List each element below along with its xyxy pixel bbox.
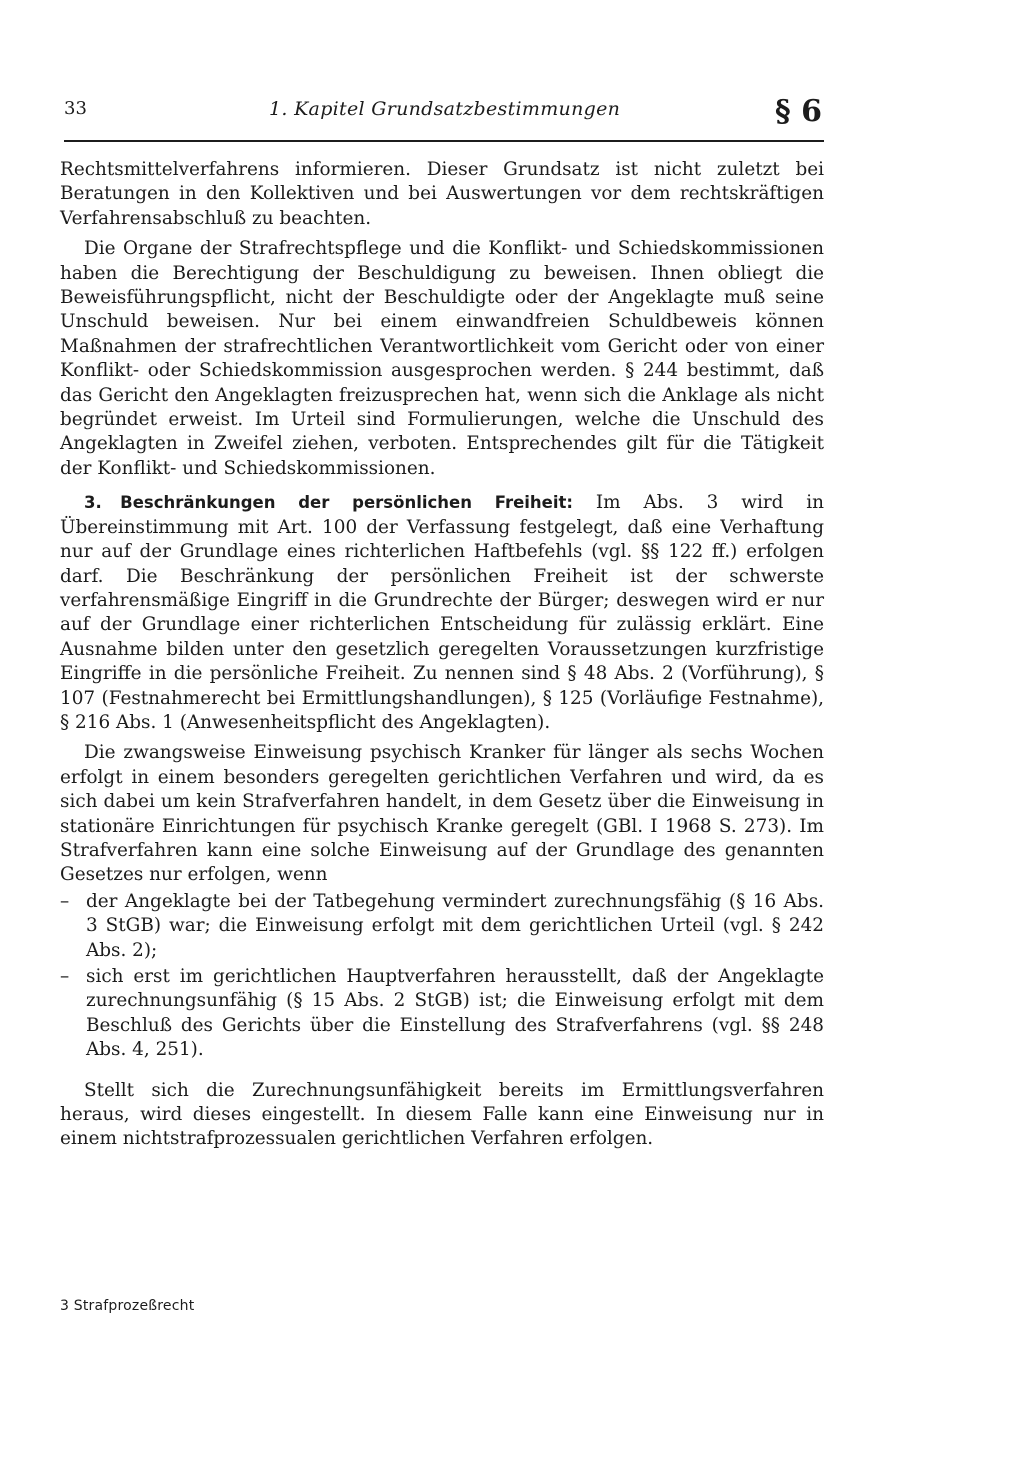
running-header (64, 92, 824, 142)
dash-bullet: – (60, 890, 70, 912)
paragraph-closing: Stellt sich die Zurechnungsunfähigkeit bereits im Ermittlungsverfahren heraus, wird dieses eingestellt. In diesem Falle kann eine Einweisung nur in einem nichtstrafprozessualen gerichtlichen Verfahren erfolgen. (60, 1079, 824, 1150)
condition-list (60, 890, 824, 1063)
section-text: Im Abs. 3 wird in Übereinstimmung mit Art. 100 der Verfassung festgelegt, daß eine Verhaftung nur auf der Grundlage eines richterlichen Haftbefehls (vgl. §§ 122 ff.) erfolgen darf. Die Beschränkung der persönlichen Freiheit ist der schwerste verfahrensmäßige Eingriff in die Grundrechte der Bürger; deswegen wird er nur auf der Grundlage einer richterlichen Entscheidung für zulässig erklärt. Eine Ausnahme bilden unter den gesetzlich geregelten Voraussetzungen kurzfristige Eingriffe in die persönliche Freiheit. Zu nennen sind § 48 Abs. 2 (Vorführung), § 107 (Festnahmerecht bei Ermittlungshandlungen), § 125 (Vorläufige Festnahme), § 216 Abs. 1 (Anwesenheitspflicht des Angeklagten). (60, 492, 824, 733)
page-body (60, 158, 824, 1152)
dash-bullet: – (60, 966, 70, 987)
paragraph-continuation: Rechtsmittelverfahrens informieren. Dieser Grundsatz ist nicht zuletzt bei Beratungen in den Kollektiven und bei Auswertungen vor dem rechtskräftigen Verfahrensabschluß zu beachten. (60, 159, 824, 229)
section-mark: § 6 (774, 94, 822, 129)
page-number: 33 (64, 98, 87, 119)
section-number: 3. (84, 493, 102, 513)
list-item (60, 890, 824, 963)
paragraph-committal: Die zwangsweise Einweisung psychisch Kranker für länger als sechs Wochen erfolgt in einem besonders geregelten gerichtlichen Verfahren und wird, da es sich dabei um kein Strafverfahren handelt, in dem Gesetz über die Einweisung in stationäre Einrichtungen für psychisch Kranke geregelt (GBl. I 1968 S. 273). Im Strafverfahren kann eine solche Einweisung auf der Grundlage des genannten Gesetzes nur erfolgen, wenn (60, 742, 824, 886)
paragraph-section-3 (60, 491, 824, 735)
list-item-text: sich erst im gerichtlichen Hauptverfahren herausstellt, daß der Angeklagte zurechnungsunfähig (§ 15 Abs. 2 StGB) ist; die Einweisung erfolgt mit dem Beschluß des Gerichts über die Einstellung des Strafverfahrens (vgl. §§ 248 Abs. 4, 251). (86, 966, 824, 1061)
list-item-text: der Angeklagte bei der Tatbegehung vermindert zurechnungsfähig (§ 16 Abs. 3 StGB) war; die Einweisung erfolgt mit dem gerichtlichen Urteil (vgl. § 242 Abs. 2); (86, 890, 824, 961)
list-item (60, 965, 824, 1063)
chapter-title: 1. Kapitel Grundsatzbestimmungen (269, 98, 621, 120)
paragraph-burden-of-proof: Die Organe der Strafrechtspflege und die Konflikt- und Schiedskommissionen haben die Berechtigung der Beschuldigung zu beweisen. Ihnen obliegt die Beweisführungspflicht, nicht der Beschuldigte oder der Angeklagte muß seine Unschuld beweisen. Nur bei einem einwandfreien Schuldbeweis können Maßnahmen der strafrechtlichen Verantwortlichkeit vom Gericht oder von einer Konflikt- oder Schiedskommission ausgesprochen werden. § 244 bestimmt, daß das Gericht den Angeklagten freizusprechen hat, wenn sich die Anklage als nicht begründet erweist. Im Urteil sind Formulierungen, welche die Unschuld des Angeklagten in Zweifel ziehen, verboten. Entsprechendes gilt für die Tätigkeit der Konflikt- und Schiedskommissionen. (60, 238, 824, 479)
section-heading: Beschränkungen der persönlichen Freiheit: (120, 493, 574, 513)
footer-signature: 3 Strafprozeßrecht (60, 1298, 195, 1314)
